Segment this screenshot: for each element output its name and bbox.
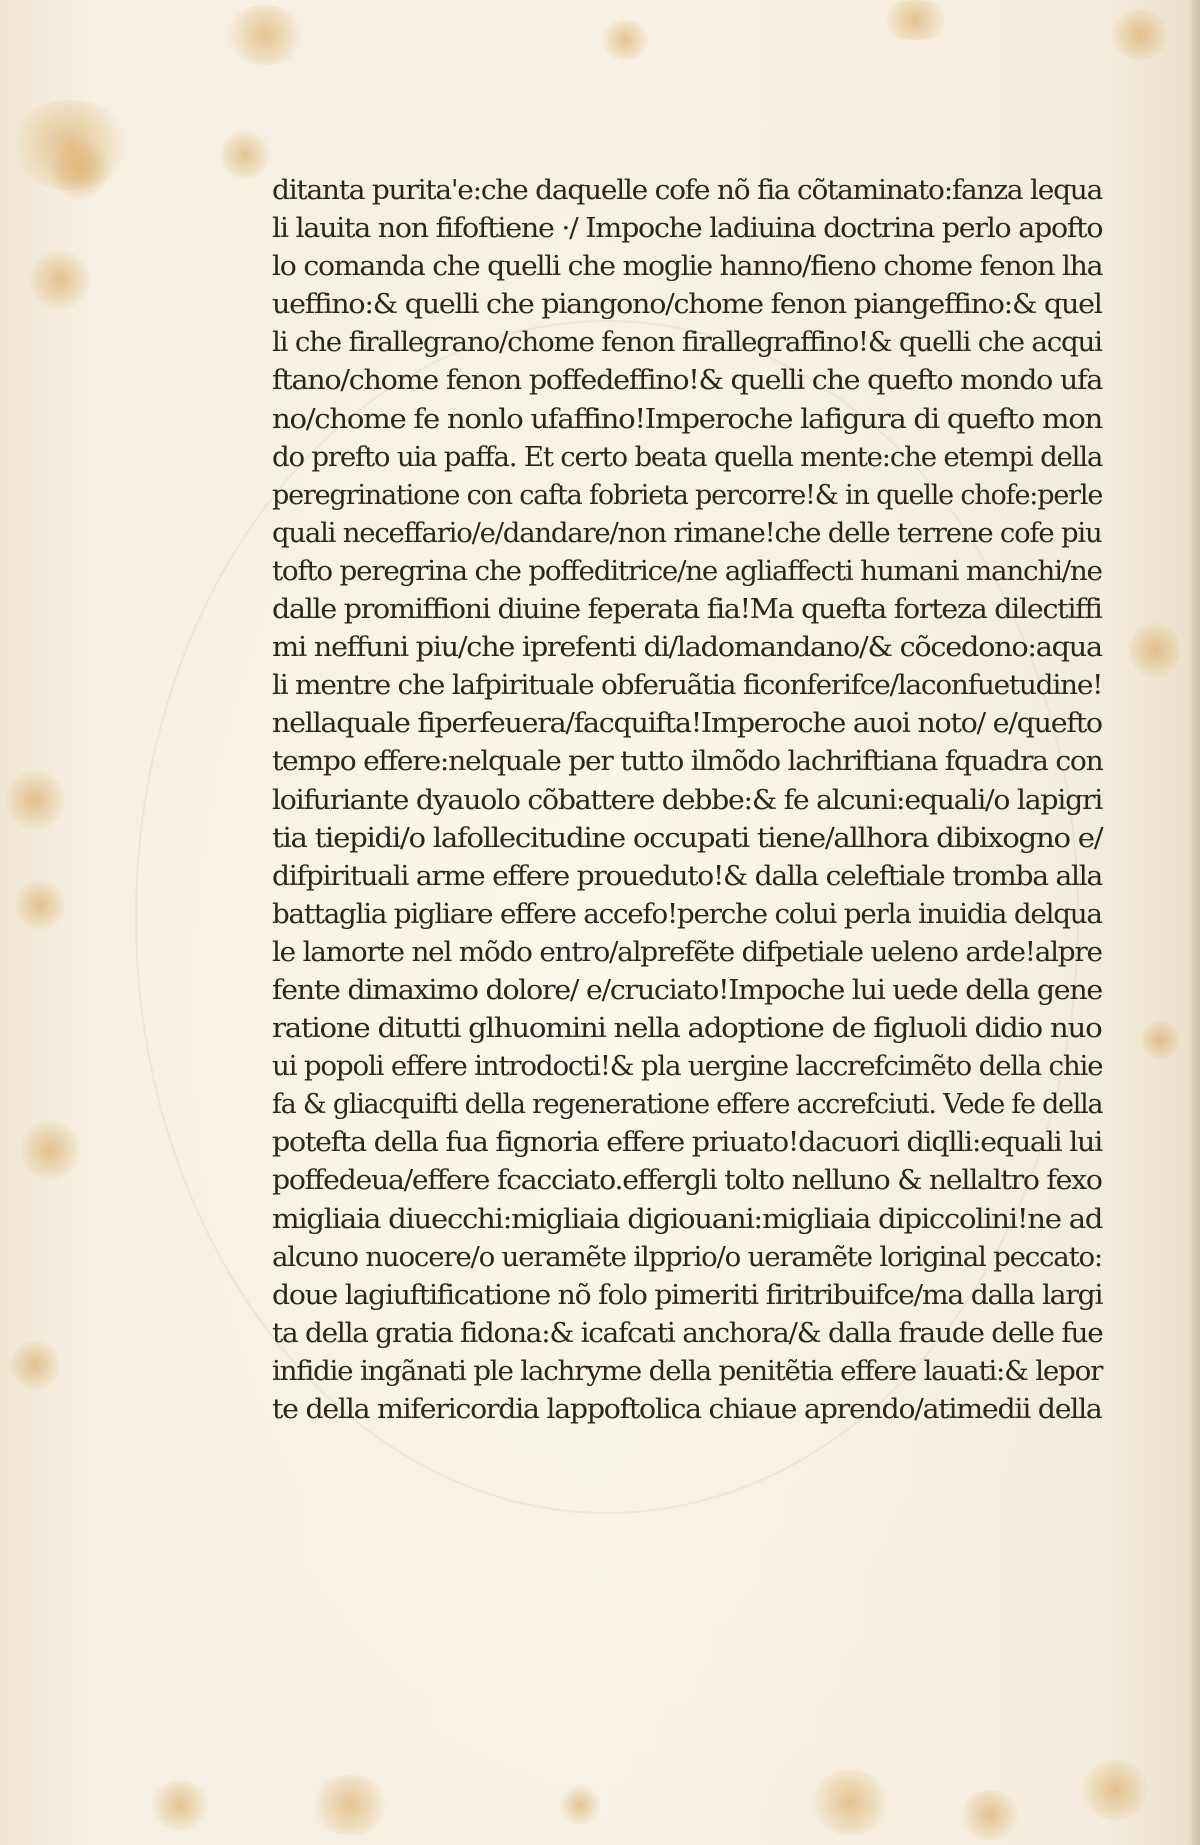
foxing-stain: [5, 770, 65, 830]
foxing-stain: [150, 1780, 210, 1830]
foxing-stain: [310, 1775, 390, 1835]
page-edge: [1186, 0, 1200, 1845]
foxing-stain: [1140, 1020, 1180, 1060]
foxing-stain: [1130, 620, 1180, 680]
foxing-stain: [10, 1340, 60, 1390]
foxing-stain: [960, 1790, 1020, 1840]
foxing-stain: [1080, 1760, 1150, 1820]
foxing-stain: [15, 880, 65, 930]
foxing-stain: [30, 250, 90, 310]
foxing-stain: [600, 20, 650, 60]
foxing-stain: [20, 1120, 80, 1180]
foxing-stain: [50, 140, 110, 200]
foxing-stain: [560, 1785, 600, 1825]
foxing-stain: [880, 0, 950, 40]
foxing-stain: [225, 5, 305, 65]
foxing-stain: [1110, 10, 1170, 60]
foxing-stain: [220, 130, 270, 180]
text-block: ditanta purita'e:che daquelle cofe nõ fia cõtaminato:fanza lequa li lauita non fifoftiene ·/ Impoche ladiuina doctrina perlo apofto lo comanda che quelli che moglie hanno/fieno chome fenon lha ueffino:& quelli che piangono/chome fenon piangeffino:& quel li che firallegrano/chome fenon firallegraffino!& quelli che acqui ftano/chome fenon poffedeffino!& quelli che quefto mondo ufa no/chome fe nonlo ufaffino!Imperoche lafigura di quefto mon do prefto uia paffa. Et certo beata quella mente:che etempi della peregrinatione con cafta fobrieta percorre!& in quelle chofe:perle quali neceffario/e/dandare/non rimane!che delle terrene cofe piu tofto peregrina che poffeditrice/ne agliaffecti humani manchi/ne dalle promiffioni diuine feperata fia!Ma quefta forteza dilectiffi mi neffuni piu/che iprefenti di/ladomandano/& cõcedono:aqua li mentre che lafpirituale obferuãtia ficonferifce/laconfuetudine! nellaquale fiperfeuera/facquifta!Imperoche auoi noto/ e/quefto tempo effere:nelquale per tutto ilmõdo lachriftiana fquadra con loifuriante dyauolo cõbattere debbe:& fe alcuni:equali/o lapigri tia tiepidi/o lafollecitudine occupati tiene/allhora dibixogno e/ difpirituali arme effere proueduto!& dalla celeftiale tromba alla battaglia pigliare effere accefo!perche colui perla inuidia delqua le lamorte nel mõdo entro/alprefẽte difpetiale ueleno arde!alpre fente dimaximo dolore/ e/cruciato!Impoche lui uede della gene ratione ditutti glhuomini nella adoptione de figluoli didio nuo ui popoli effere introdocti!& pla uergine laccrefcimẽto della chie fa & gliacquifti della regeneratione effere accrefciuti. Vede fe della potefta della fua fignoria effere priuato!dacuori diqlli:equali lui poffedeua/effere fcacciato.effergli tolto nelluno & nellaltro fexo migliaia diuecchi:migliaia digiouani:migliaia dipiccolini!ne ad alcuno nuocere/o ueramẽte ilpprio/o ueramẽte loriginal peccato: doue lagiuftificatione nõ folo pimeriti firitribuifce/ma dalla largi ta della gratia fidona:& icafcati anchora/& dalla fraude delle fue infidie ingãnati ple lachryme della penitẽtia effere lauati:& lepor te della mifericordia lappoftolica chiaue aprendo/atimedii della: [272, 175, 1103, 1425]
foxing-stain: [810, 1770, 890, 1835]
